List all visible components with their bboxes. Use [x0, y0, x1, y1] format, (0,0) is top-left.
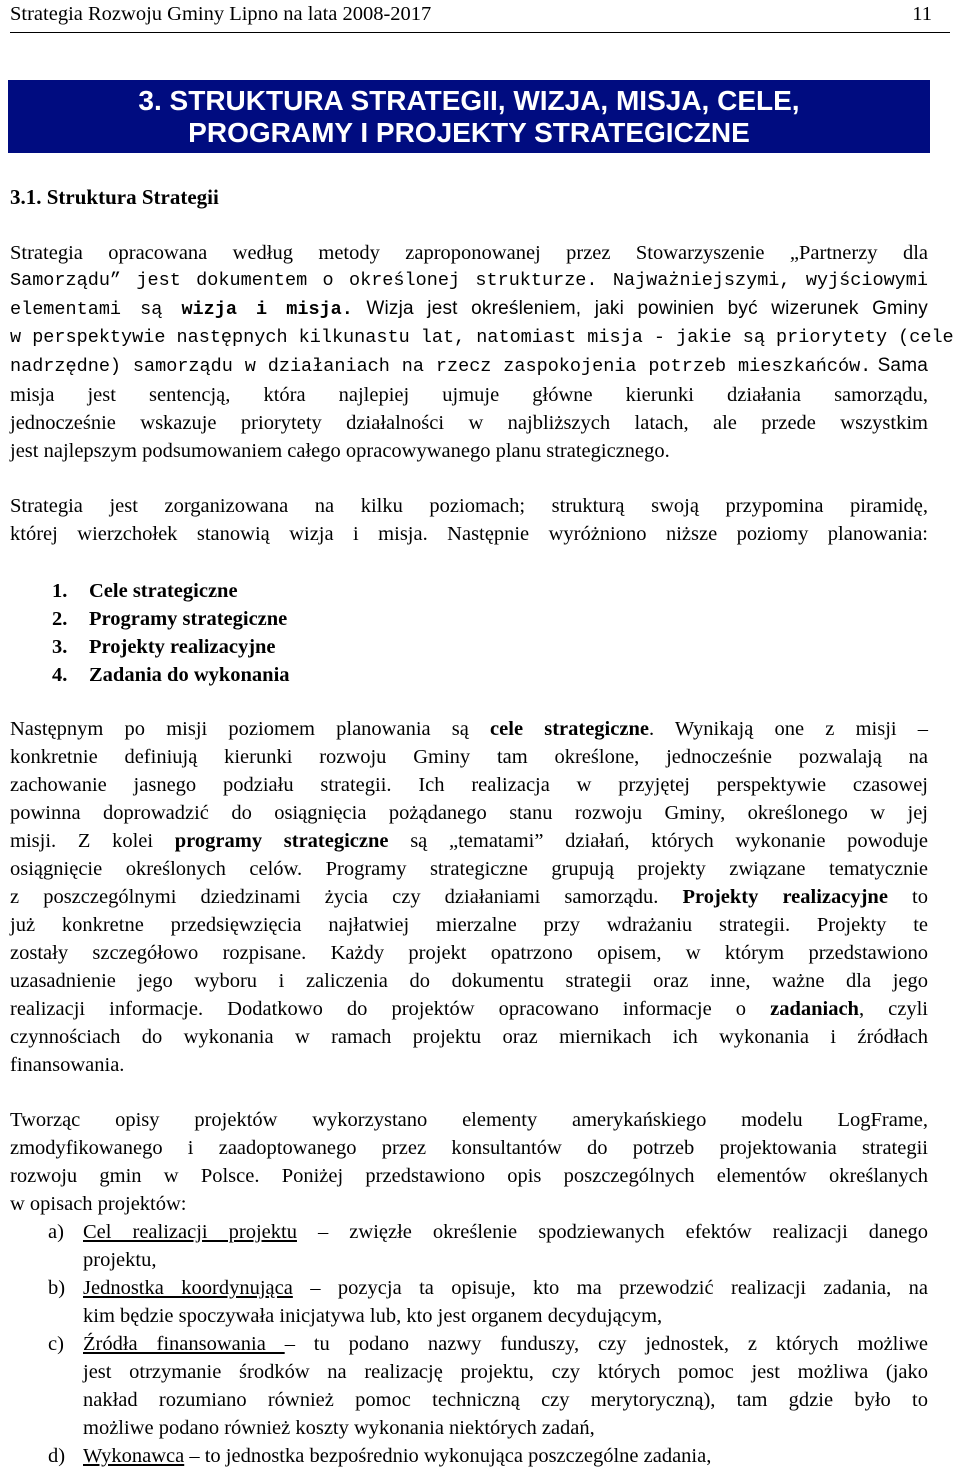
text-run: nadrzędne) samorządu w działaniach na rzecz zaspokojenia potrzeb mieszkańców.: [10, 356, 872, 377]
text-line: zachowanie jasnego podziału strategii. Ich realizacja w przyjętej perspektywie czasowej: [10, 774, 928, 796]
text-line: [10, 352, 928, 381]
text-line: Strategia jest zorganizowana na kilku poziomach; strukturą swoją przypomina piramidę,: [10, 495, 928, 517]
underlined-term: Jednostka koordynująca: [83, 1277, 293, 1299]
underlined-term: Wykonawca: [83, 1445, 185, 1467]
paragraph-structure: [10, 492, 928, 548]
text-line: w perspektywie następnych kilkunastu lat, natomiast misja - jakie są priorytety (cele: [10, 327, 954, 348]
text-line: Samorządu” jest dokumentem o określonej strukturze. Najważniejszymi, wyjściowymi: [10, 270, 928, 291]
text-line: w opisach projektów:: [10, 1193, 187, 1215]
text-line: zostały szczegółowo rozpisane. Każdy projekt opatrzono opisem, w którym przedstawiono: [10, 942, 928, 964]
planning-levels-list: [52, 577, 290, 689]
list-item: a) Cel realizacji projektu – zwięzłe określenie spodziewanych efektów realizacji danego projektu,: [48, 1221, 928, 1271]
text-line: jest najlepszym podsumowaniem całego opracowywanego planu strategicznego.: [10, 440, 670, 462]
bold-term: wizja i misja.: [181, 299, 353, 320]
text-line: Następnym po misji poziomem planowania są cele strategiczne. Wynikają one z misji –: [10, 718, 929, 740]
underlined-term: Źródła finansowania: [83, 1333, 285, 1355]
document-title: Strategia Rozwoju Gminy Lipno na lata 2008-2017: [10, 3, 432, 25]
text-run: elementami są: [10, 299, 182, 320]
text-line: misja jest sentencją, która najlepiej ujmuje główne kierunki działania samorządu,: [10, 384, 928, 406]
section-heading: 3.1. Struktura Strategii: [10, 185, 219, 209]
project-elements-list: [48, 1218, 928, 1470]
text-line: zmodyfikowanego i zaadoptowanego przez konsultantów do potrzeb projektowania strategii: [10, 1137, 928, 1159]
chapter-title-banner: [8, 80, 930, 153]
text-line: której wierzchołek stanowią wizja i misja. Następnie wyróżniono niższe poziomy planowania:: [10, 523, 928, 545]
header-rule: [10, 32, 950, 33]
text-run: Wizja jest określeniem, jaki powinien być wizerunek Gminy: [352, 298, 928, 319]
text-line: z poszczególnymi dziedzinami życia czy działaniami samorządu. Projekty realizacyjne to: [10, 886, 928, 908]
text-line: osiągnięcie określonych celów. Programy strategiczne grupują projekty związane tematycznie: [10, 858, 928, 880]
text-line: powinna doprowadzić do osiągnięcia pożądanego stanu rozwoju Gminy, określonego w jej: [10, 802, 928, 824]
text-line: rozwoju gmin w Polsce. Poniżej przedstawiono opis poszczególnych elementów określanych: [10, 1165, 928, 1187]
text-line: Tworząc opisy projektów wykorzystano elementy amerykańskiego modelu LogFrame,: [10, 1109, 928, 1131]
paragraph-intro: [10, 239, 954, 465]
list-item: d) Wykonawca – to jednostka bezpośrednio wykonująca poszczególne zadania,: [48, 1445, 712, 1467]
text-line: uzasadnienie jego wyboru i zaliczenia do dokumentu strategii oraz inne, ważne dla jego: [10, 970, 928, 992]
list-item: 4. Zadania do wykonania: [52, 664, 290, 686]
running-header: [10, 0, 932, 28]
list-item: 3. Projekty realizacyjne: [52, 636, 276, 658]
bold-term: Projekty realizacyjne: [682, 886, 888, 908]
text-run: Sama: [871, 355, 928, 376]
chapter-title-line-2: PROGRAMY I PROJEKTY STRATEGICZNE: [188, 117, 750, 148]
text-line: konkretnie definiują kierunki rozwoju Gminy tam określone, jednocześnie pozwalają na: [10, 746, 928, 768]
text-line: [10, 295, 928, 324]
paragraph-logframe: [10, 1106, 928, 1218]
list-item: c) Źródła finansowania – tu podano nazwy funduszy, czy jednostek, z których możliwe jest otrzymanie środków na realizację projektu, czy których pomoc jest możliwa (jako nakład rozumiano również pomoc techniczną czy merytoryczną), tam gdzie było to możliwe podano również koszty wykonania niektórych zadań,: [48, 1333, 928, 1439]
text-line: Strategia opracowana według metody zaproponowanej przez Stowarzyszenie „Partnerzy dla: [10, 242, 928, 264]
text-line: realizacji informacje. Dodatkowo do projektów opracowano informacje o zadaniach, czyli: [10, 998, 928, 1020]
bold-term: programy strategiczne: [174, 830, 389, 852]
bold-term: cele strategiczne: [490, 718, 649, 740]
text-line: czynnościach do wykonania w ramach projektu oraz miernikach ich wykonania i źródłach: [10, 1026, 928, 1048]
chapter-title-line-1: 3. STRUKTURA STRATEGII, WIZJA, MISJA, CELE,: [138, 85, 800, 116]
page-number: 11: [912, 3, 932, 25]
list-item: 1. Cele strategiczne: [52, 580, 238, 602]
text-line: finansowania.: [10, 1054, 125, 1076]
paragraph-strategic-goals: [10, 715, 928, 1079]
bold-term: zadaniach: [770, 998, 859, 1020]
list-item: 2. Programy strategiczne: [52, 608, 288, 630]
list-item: b) Jednostka koordynująca – pozycja ta opisuje, kto ma przewodzić realizacji zadania, na kim będzie spoczywała inicjatywa lub, kto jest organem decydującym,: [48, 1277, 929, 1327]
text-line: jednocześnie wskazuje priorytety działalności w najbliższych latach, ale przede wszystkim: [10, 412, 928, 434]
underlined-term: Cel realizacji projektu: [83, 1221, 297, 1243]
text-line: misji. Z kolei programy strategiczne są „tematami” działań, których wykonanie powoduje: [10, 830, 928, 852]
text-line: już konkretne przedsięwzięcia najłatwiej mierzalne przy wdrażaniu strategii. Projekty te: [10, 914, 928, 936]
